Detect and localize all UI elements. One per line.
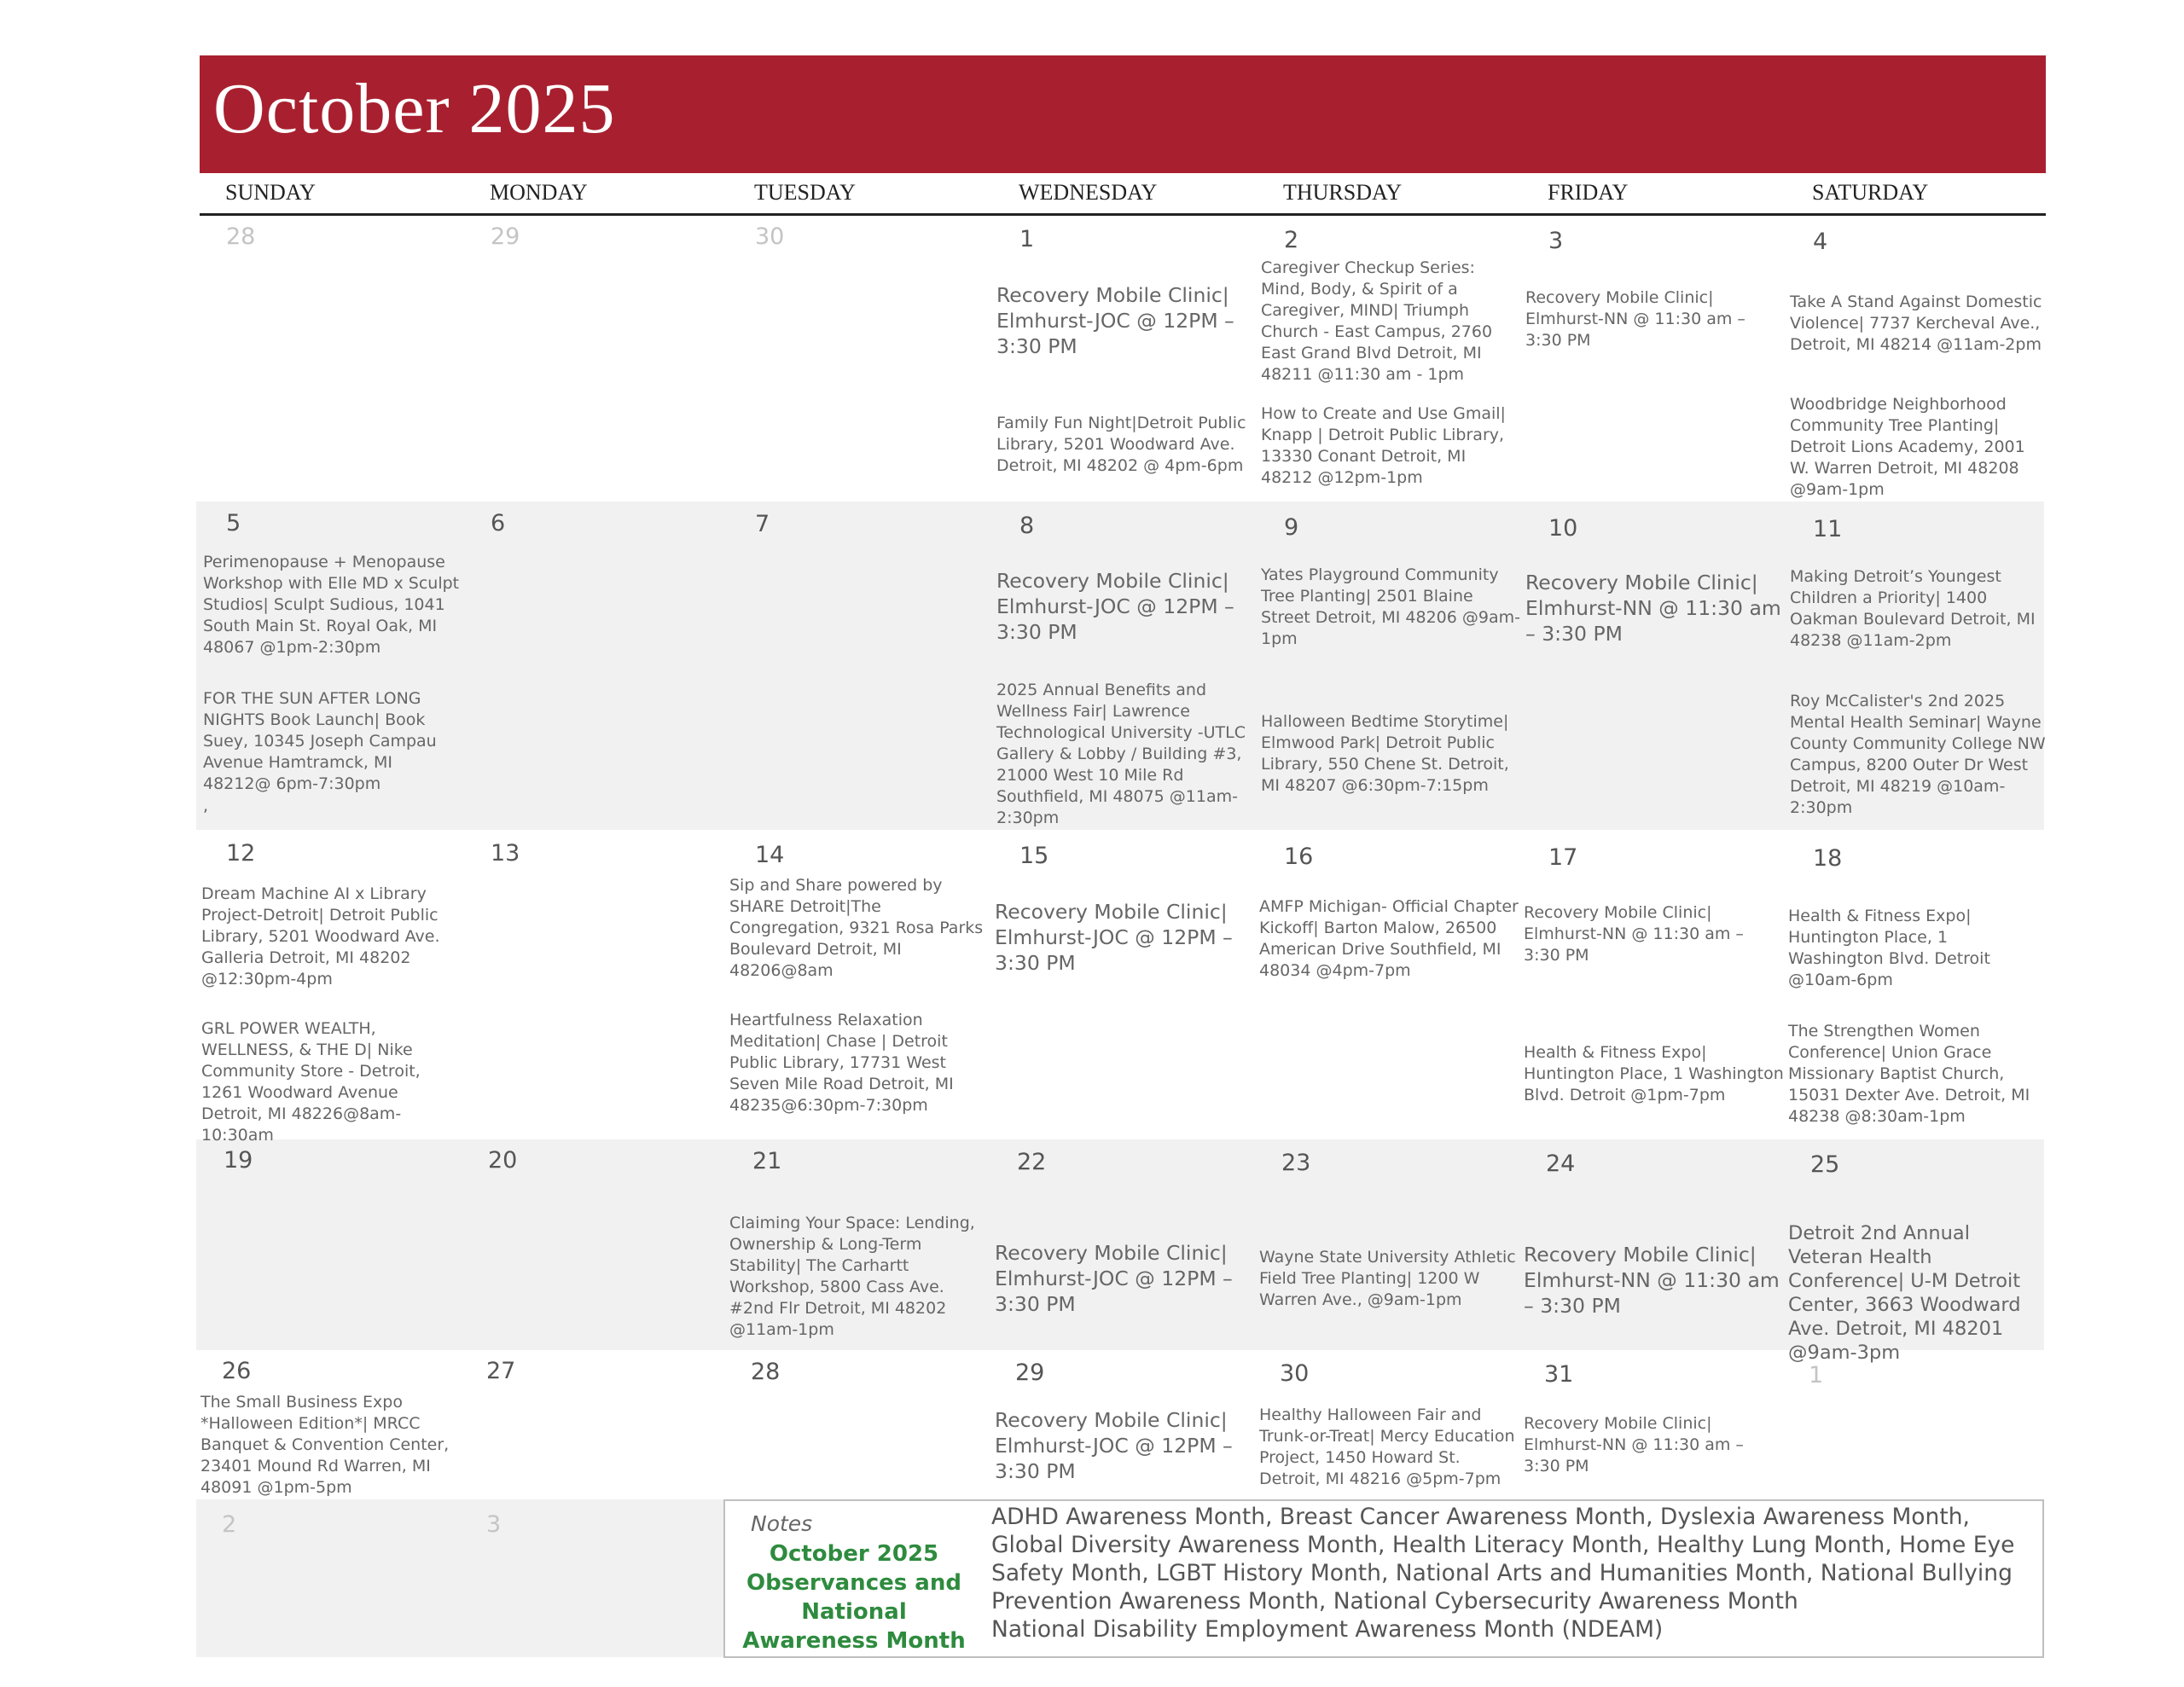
event: Family Fun Night|Detroit Public Library, 5201 Woodward Ave. Detroit, MI 48202 @ 4pm-6pm bbox=[996, 414, 1246, 475]
day-number: 26 bbox=[222, 1358, 252, 1384]
month-title: October 2025 bbox=[213, 69, 616, 148]
day-number: 17 bbox=[1548, 844, 1578, 871]
day-number: 1 bbox=[1019, 226, 1035, 252]
observances-heading: October 2025 Observances and National Awareness Month bbox=[742, 1541, 966, 1654]
day-number: 27 bbox=[486, 1358, 516, 1384]
event: Heartfulness Relaxation Meditation| Chase | Detroit Public Library, 17731 West Seven Mile Road Detroit, MI 48235@6:30pm-7:30pm bbox=[729, 1011, 954, 1115]
day-number: 14 bbox=[755, 842, 785, 868]
event: 2025 Annual Benefits and Wellness Fair| Lawrence Technological University -UTLC Gallery & Lobby / Building #3, 21000 West 10 Mile Rd Southfield, MI 48075 @11am-2:30pm bbox=[996, 681, 1246, 827]
day-number: 2 bbox=[1284, 227, 1299, 253]
event: Dream Machine AI x Library Project-Detroit| Detroit Public Library, 5201 Woodward Ave. Galleria Detroit, MI 48202 @12:30pm-4pm bbox=[201, 884, 440, 988]
event: Recovery Mobile Clinic| Elmhurst-JOC @ 12PM – 3:30 PM bbox=[995, 1241, 1233, 1316]
event: The Strengthen Women Conference| Union Grace Missionary Baptist Church, 15031 Dexter Ave. Detroit, MI 48238 @8:30am-1pm bbox=[1788, 1022, 2030, 1126]
day-number: 5 bbox=[226, 510, 241, 536]
day-number: 6 bbox=[491, 510, 506, 536]
day-number: 20 bbox=[488, 1147, 518, 1174]
day-number: 24 bbox=[1546, 1151, 1576, 1177]
weekday-saturday: SATURDAY bbox=[1812, 180, 1929, 205]
day-number: 22 bbox=[1017, 1149, 1047, 1175]
event: Recovery Mobile Clinic| Elmhurst-NN @ 11:30 am – 3:30 PM bbox=[1524, 903, 1744, 965]
day-number: 18 bbox=[1813, 845, 1843, 872]
day-number: 30 bbox=[755, 223, 785, 250]
event: Recovery Mobile Clinic| Elmhurst-NN @ 11:30 am – 3:30 PM bbox=[1524, 1243, 1780, 1318]
day-number: 15 bbox=[1019, 843, 1049, 869]
day-number: 2 bbox=[222, 1511, 237, 1538]
event: Recovery Mobile Clinic| Elmhurst-NN @ 11:30 am – 3:30 PM bbox=[1525, 288, 1745, 350]
day-number: 11 bbox=[1813, 516, 1843, 542]
weekday-wednesday: WEDNESDAY bbox=[1019, 180, 1158, 205]
day-number: 3 bbox=[1548, 228, 1564, 254]
event: Recovery Mobile Clinic| Elmhurst-JOC @ 12PM – 3:30 PM bbox=[995, 1408, 1233, 1483]
event: Health & Fitness Expo| Huntington Place, 1 Washington Blvd. Detroit @10am-6pm bbox=[1788, 907, 1990, 989]
day-number: 3 bbox=[486, 1511, 502, 1538]
day-number: 28 bbox=[751, 1359, 781, 1385]
weekday-header bbox=[200, 173, 2046, 216]
day-number: 21 bbox=[752, 1148, 782, 1174]
event: Woodbridge Neighborhood Community Tree Planting| Detroit Lions Academy, 2001 W. Warren Detroit, MI 48208 @9am-1pm bbox=[1790, 395, 2025, 499]
day-number: 12 bbox=[226, 840, 256, 867]
weekday-monday: MONDAY bbox=[490, 180, 588, 205]
day-number: 1 bbox=[1809, 1362, 1824, 1388]
day-number: 7 bbox=[755, 511, 770, 537]
event: Halloween Bedtime Storytime| Elmwood Park| Detroit Public Library, 550 Chene St. Detroit, MI 48207 @6:30pm-7:15pm bbox=[1261, 712, 1509, 795]
event: Recovery Mobile Clinic| Elmhurst-NN @ 11:30 am – 3:30 PM bbox=[1524, 1414, 1744, 1475]
event: Recovery Mobile Clinic| Elmhurst-NN @ 11:30 am – 3:30 PM bbox=[1525, 571, 1781, 646]
weekday-tuesday: TUESDAY bbox=[754, 180, 856, 205]
weekday-thursday: THURSDAY bbox=[1283, 180, 1403, 205]
event: Recovery Mobile Clinic| Elmhurst-JOC @ 12PM – 3:30 PM bbox=[996, 283, 1234, 358]
event: Health & Fitness Expo| Huntington Place, 1 Washington Blvd. Detroit @1pm-7pm bbox=[1524, 1043, 1784, 1104]
event: Recovery Mobile Clinic| Elmhurst-JOC @ 12PM – 3:30 PM bbox=[995, 900, 1233, 975]
event: Sip and Share powered by SHARE Detroit|The Congregation, 9321 Rosa Parks Boulevard Detroit, MI 48206@8am bbox=[729, 876, 984, 980]
event: Recovery Mobile Clinic| Elmhurst-JOC @ 12PM – 3:30 PM bbox=[996, 569, 1234, 644]
observances-list-extra: National Disability Employment Awareness Month (NDEAM) bbox=[991, 1616, 1664, 1643]
day-number: 10 bbox=[1548, 515, 1578, 542]
event: Detroit 2nd Annual Veteran Health Conference| U-M Detroit Center, 3663 Woodward Ave. Detroit, MI 48201 @9am-3pm bbox=[1788, 1222, 2021, 1364]
event: Roy McCalister's 2nd 2025 Mental Health Seminar| Wayne County Community College NW Campus, 8200 Outer Dr West Detroit, MI 48219 @10am-2:30pm bbox=[1790, 692, 2046, 817]
day-number: 29 bbox=[1015, 1359, 1045, 1386]
event: Healthy Halloween Fair and Trunk-or-Treat| Mercy Education Project, 1450 Howard St. Detroit, MI 48216 @5pm-7pm bbox=[1259, 1406, 1515, 1488]
day-number: 25 bbox=[1810, 1151, 1840, 1178]
event: GRL POWER WEALTH, WELLNESS, & THE D| Nike Community Store - Detroit, 1261 Woodward Avenue Detroit, MI 48226@8am-10:30am bbox=[201, 1019, 421, 1145]
event: How to Create and Use Gmail| Knapp | Detroit Public Library, 13330 Conant Detroit, MI 48212 @12pm-1pm bbox=[1261, 404, 1506, 487]
event: Perimenopause + Menopause Workshop with Elle MD x Sculpt Studios| Sculpt Sudious, 1041 South Main St. Royal Oak, MI 48067 @1pm-2:30pm bbox=[203, 553, 460, 657]
event: Making Detroit’s Youngest Children a Priority| 1400 Oakman Boulevard Detroit, MI 48238 @11am-2pm bbox=[1790, 567, 2036, 650]
event: Claiming Your Space: Lending, Ownership & Long-Term Stability| The Carhartt Workshop, 5800 Cass Ave. #2nd Flr Detroit, MI 48202 @11am-1pm bbox=[729, 1214, 975, 1339]
day-number: 8 bbox=[1019, 513, 1035, 539]
notes-label: Notes bbox=[751, 1511, 813, 1536]
event: The Small Business Expo *Halloween Edition*| MRCC Banquet & Convention Center, 23401 Mound Rd Warren, MI 48091 @1pm-5pm bbox=[200, 1393, 450, 1497]
day-number: 29 bbox=[491, 223, 520, 250]
event: FOR THE SUN AFTER LONG NIGHTS Book Launch| Book Suey, 10345 Joseph Campau Avenue Hamtramck, MI 48212@ 6pm-7:30pm bbox=[203, 689, 437, 793]
day-number: 23 bbox=[1281, 1150, 1311, 1176]
day-number: 30 bbox=[1280, 1360, 1310, 1387]
observances-list: ADHD Awareness Month, Breast Cancer Awareness Month, Dyslexia Awareness Month, Global Diversity Awareness Month, Health Literacy Month, Healthy Lung Month, Home Eye Safety Month, LGBT History Month, National Arts and Humanities Month, National Bullying Prevention Awareness Month, National Cybersecurity Awareness Month bbox=[991, 1504, 2015, 1615]
day-number: 13 bbox=[491, 840, 520, 867]
weekday-friday: FRIDAY bbox=[1548, 180, 1629, 205]
event: , bbox=[203, 797, 209, 815]
month-banner bbox=[200, 55, 2046, 173]
observances-text bbox=[991, 1503, 2036, 1644]
day-number: 9 bbox=[1284, 514, 1299, 541]
event: Yates Playground Community Tree Planting| 2501 Blaine Street Detroit, MI 48206 @9am-1pm bbox=[1261, 565, 1520, 648]
day-number: 4 bbox=[1813, 229, 1828, 255]
weekday-sunday: SUNDAY bbox=[225, 180, 316, 205]
event: Wayne State University Athletic Field Tree Planting| 1200 W Warren Ave., @9am-1pm bbox=[1259, 1248, 1516, 1309]
notes-box bbox=[723, 1499, 2044, 1658]
event: Take A Stand Against Domestic Violence| 7737 Kercheval Ave., Detroit, MI 48214 @11am-2pm bbox=[1790, 293, 2042, 354]
day-number: 31 bbox=[1544, 1361, 1574, 1388]
event: AMFP Michigan- Official Chapter Kickoff| Barton Malow, 26500 American Drive Southfield, MI 48034 @4pm-7pm bbox=[1259, 897, 1519, 980]
day-number: 19 bbox=[224, 1147, 253, 1174]
event: Caregiver Checkup Series: Mind, Body, & Spirit of a Caregiver, MIND| Triumph Church - East Campus, 2760 East Grand Blvd Detroit, MI 48211 @11:30 am - 1pm bbox=[1261, 258, 1493, 384]
day-number: 16 bbox=[1284, 844, 1314, 870]
day-number: 28 bbox=[226, 223, 256, 250]
